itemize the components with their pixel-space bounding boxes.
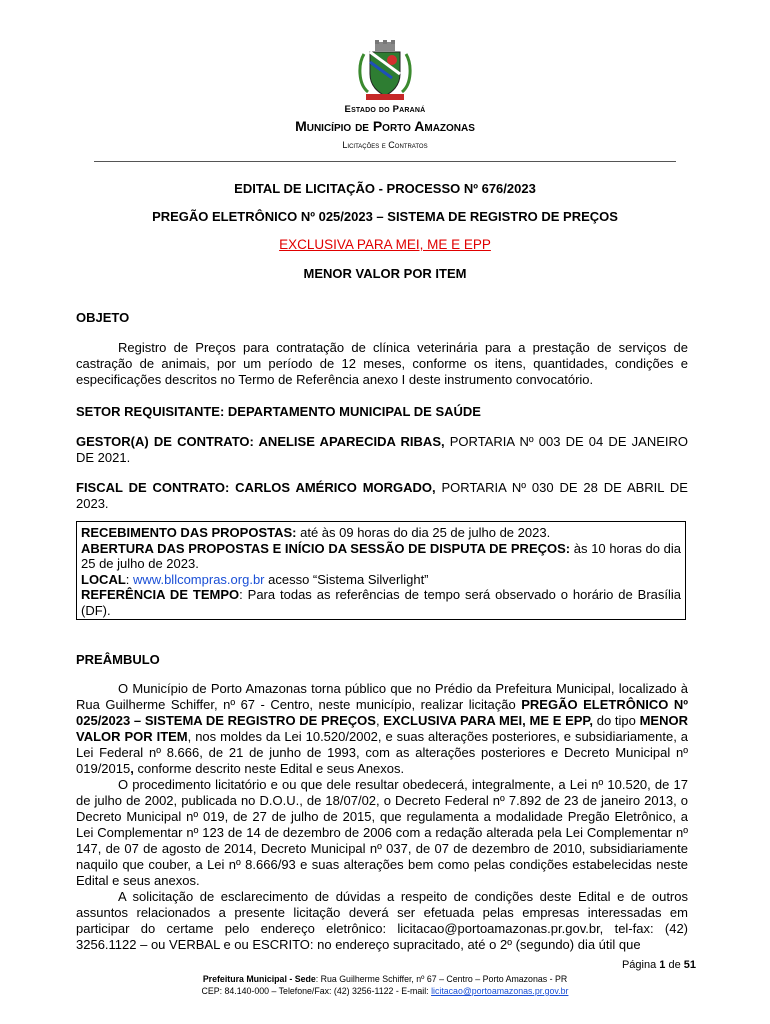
p1-text-e: do tipo bbox=[593, 713, 640, 728]
footer-sede-label: Prefeitura Municipal - Sede bbox=[202, 974, 316, 984]
page-number bbox=[622, 959, 696, 971]
exclusive-title: EXCLUSIVA PARA MEI, ME E EPP bbox=[279, 237, 491, 252]
fiscal-paragraph bbox=[76, 480, 688, 512]
local-label: LOCAL bbox=[81, 571, 126, 587]
recebimento-label: RECEBIMENTO DAS PROPOSTAS: bbox=[81, 525, 297, 540]
page-prefix: Página bbox=[621, 959, 660, 971]
preambulo-heading: PREÂMBULO bbox=[76, 652, 160, 667]
page-total: 51 bbox=[683, 959, 696, 971]
gestor-label: GESTOR(A) DE CONTRATO: ANELISE APARECIDA RIBAS, bbox=[76, 434, 445, 449]
pregao-title: PREGÃO ELETRÔNICO Nº 025/2023 – SISTEMA DE REGISTRO DE PREÇOS bbox=[152, 209, 618, 224]
local-separator: : bbox=[125, 571, 134, 587]
referencia-label: REFERÊNCIA DE TEMPO bbox=[81, 587, 240, 602]
gestor-text: PORTARIA Nº 003 DE 04 DE JANEIRO DE 2021. bbox=[76, 434, 688, 465]
setor-requisitante: SETOR REQUISITANTE: DEPARTAMENTO MUNICIPAL DE SAÚDE bbox=[76, 404, 481, 419]
local-text: acesso “Sistema Silverlight” bbox=[264, 571, 429, 587]
p1-exclusive: EXCLUSIVA PARA MEI, ME E EPP, bbox=[383, 713, 594, 728]
bllcompras-link[interactable]: www.bllcompras.org.br bbox=[133, 571, 265, 587]
p1-text-i: conforme descrito neste Edital e seus Anexos. bbox=[133, 761, 405, 776]
p1-comma: , bbox=[130, 761, 134, 776]
proposal-schedule-box bbox=[76, 521, 686, 620]
referencia-text: : Para todas as referências de tempo será observado o horário de Brasília (DF). bbox=[81, 587, 681, 618]
abertura-text: às 10 horas do dia 25 de julho de 2023. bbox=[81, 540, 682, 571]
header-divider bbox=[94, 161, 676, 162]
objeto-heading: OBJETO bbox=[76, 310, 130, 325]
fiscal-label: FISCAL DE CONTRATO: CARLOS AMÉRICO MORGADO, bbox=[76, 480, 436, 495]
header-department: Licitações e Contratos bbox=[342, 140, 428, 150]
footer-contact bbox=[0, 986, 770, 996]
municipal-coat-of-arms bbox=[358, 40, 412, 102]
fiscal-text: PORTARIA Nº 030 DE 28 DE ABRIL DE 2023. bbox=[76, 480, 688, 511]
preambulo-paragraph-3: A solicitação de esclarecimento de dúvidas a respeito de condições deste Edital e de outros assuntos relacionados a presente licitação deverá ser efetuada pelas empresas interessadas em participar do certame pelo endereço eletrônico: licitacao@portoamazonas.pr.gov.br, tel-fax: (42) 3256.1122 – ou VERBAL e ou ESCRITO: no endereço supracitado, até o 2º (segundo) dia útil que bbox=[76, 889, 688, 952]
gestor-paragraph bbox=[76, 434, 688, 466]
p1-text-a: O Município de Porto Amazonas torna público que no Prédio da Prefeitura Municipal, localizado à Rua Guilherme Schiffer, nº 67 - Centro, neste município, realizar licitação bbox=[76, 681, 688, 712]
edital-title: EDITAL DE LICITAÇÃO - PROCESSO Nº 676/2023 bbox=[234, 181, 536, 196]
preambulo-body bbox=[76, 681, 688, 953]
footer-sede-text: : Rua Guilherme Schiffer, nº 67 – Centro – Porto Amazonas - PR bbox=[315, 974, 568, 984]
header-state: Estado do Paraná bbox=[344, 104, 426, 115]
p1-criterion: MENOR VALOR POR ITEM bbox=[76, 713, 688, 744]
page-mid: de bbox=[665, 959, 684, 971]
objeto-text: Registro de Preços para contratação de clínica veterinária para a prestação de serviços de castração de animais, por um período de 12 meses, conforme os itens, quantidades, condições e especificações descritos no Termo de Referência anexo I deste instrumento convocatório. bbox=[76, 340, 688, 387]
p1-sep: , bbox=[375, 713, 384, 728]
recebimento-text: até às 09 horas do dia 25 de julho de 2023. bbox=[296, 525, 551, 540]
footer-address bbox=[0, 974, 770, 984]
criterion-title: MENOR VALOR POR ITEM bbox=[303, 266, 467, 281]
footer-email-link[interactable]: licitacao@portoamazonas.pr.gov.br bbox=[431, 986, 569, 996]
header-municipality: Município de Porto Amazonas bbox=[295, 118, 475, 134]
p1-text-g: , nos moldes da Lei 10.520/2002, e suas alterações posteriores, e subsidiariamente, a Lei Federal nº 8.666, de 21 de junho de 1993, com as alterações posteriores e Decreto Municipal nº 019/2015 bbox=[76, 729, 688, 776]
p1-pregao: PREGÃO ELETRÔNICO Nº 025/2023 – SISTEMA DE REGISTRO DE PREÇOS bbox=[76, 697, 688, 728]
abertura-label: ABERTURA DAS PROPOSTAS E INÍCIO DA SESSÃO DE DISPUTA DE PREÇOS: bbox=[81, 540, 571, 556]
preambulo-paragraph-1 bbox=[76, 681, 688, 777]
footer-contact-text: CEP: 84.140-000 – Telefone/Fax: (42) 3256-1122 - E-mail: bbox=[201, 986, 432, 996]
page-current: 1 bbox=[659, 959, 666, 971]
preambulo-paragraph-2: O procedimento licitatório e ou que dele resultar obedecerá, integralmente, a Lei nº 10.520, de 17 de julho de 2002, publicada no D.O.U., de 18/07/02, o Decreto Federal nº 7.892 de 23 de janeiro 2013, o Decreto Municipal nº 019, de 27 de julho de 2015, que regulamenta a modalidade Pregão Eletrônico, a Lei Complementar nº 123 de 14 de dezembro de 2006 com a redação alterada pela Lei Complementar nº 147, de 07 de agosto de 2014, Decreto Municipal nº 037, de 07 de dezembro de 2010, subsidiariamente naquilo que couber, a Lei nº 8.666/93 e suas alterações bem como pelas condições estabelecidas neste Edital e seus anexos. bbox=[76, 777, 688, 888]
